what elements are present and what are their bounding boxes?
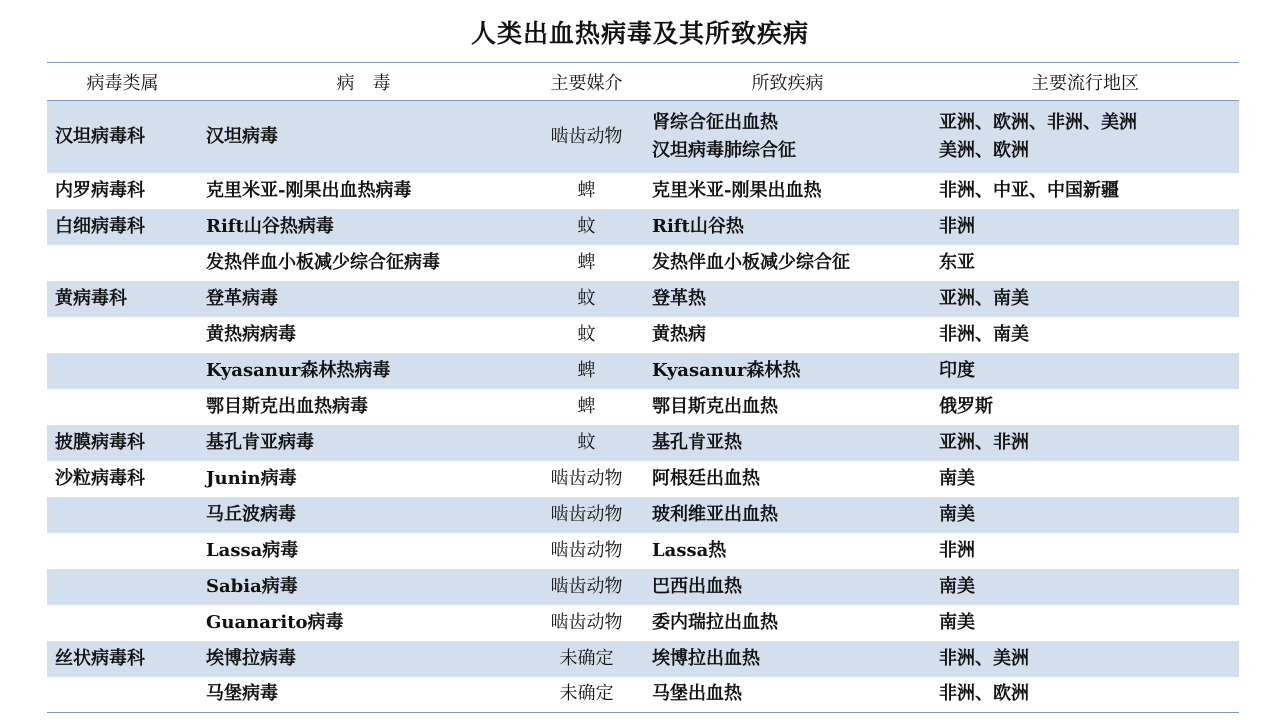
cell-line: 非洲 (939, 215, 975, 237)
virus-cell (198, 173, 529, 209)
family-cell (47, 281, 198, 317)
cell-line: 未确定 (559, 683, 614, 705)
table-row (47, 317, 1239, 353)
disease-cell (644, 569, 931, 605)
cell-line: 马丘波病毒 (206, 503, 296, 525)
disease-cell (644, 605, 931, 641)
family-cell (47, 173, 198, 209)
table-row (47, 641, 1239, 677)
hemorrhagic-fever-table (47, 62, 1239, 713)
cell-line: 啮齿动物 (550, 575, 623, 597)
cell-line: 玻利维亚出血热 (652, 503, 778, 525)
disease-cell (644, 245, 931, 281)
cell-line: 黄热病 (652, 323, 706, 345)
virus-cell (198, 317, 529, 353)
cell-line: Lassa病毒 (206, 539, 299, 561)
table-row (47, 533, 1239, 569)
cell-line: 未确定 (559, 647, 614, 669)
table-row (47, 497, 1239, 533)
cell-line: 蜱 (577, 179, 596, 201)
cell-line: 啮齿动物 (550, 125, 623, 147)
cell-line: Rift山谷热病毒 (206, 215, 334, 237)
cell-line: 啮齿动物 (550, 539, 623, 561)
cell-line: 亚洲、欧洲、非洲、美洲 (939, 111, 1137, 133)
cell-line: 南美 (939, 503, 975, 525)
cell-line: 基孔肯亚热 (652, 431, 742, 453)
cell-line: 鄂目斯克出血热病毒 (206, 395, 368, 417)
cell-line: 汉坦病毒 (206, 125, 278, 147)
vector-cell (529, 605, 644, 641)
vector-cell (529, 317, 644, 353)
table-row (47, 173, 1239, 209)
cell-line: Kyasanur森林热 (652, 359, 801, 381)
disease-cell (644, 101, 931, 173)
cell-line: 蜱 (577, 359, 596, 381)
virus-cell (198, 245, 529, 281)
cell-line: 蚊 (577, 323, 596, 345)
cell-line: Lassa热 (652, 539, 727, 561)
vector-cell (529, 497, 644, 533)
disease-cell (644, 641, 931, 677)
cell-line: 南美 (939, 575, 975, 597)
cell-line: 蚊 (577, 431, 596, 453)
cell-line: 非洲、欧洲 (939, 683, 1029, 705)
cell-line: 登革热 (652, 287, 706, 309)
cell-line: Rift山谷热 (652, 215, 744, 237)
region-cell (931, 497, 1239, 533)
cell-line: 肾综合征出血热 (652, 111, 778, 133)
disease-cell (644, 677, 931, 713)
region-cell (931, 317, 1239, 353)
cell-line: 东亚 (939, 251, 975, 273)
table-row (47, 605, 1239, 641)
cell-line: 克里米亚-刚果出血热 (652, 179, 822, 201)
cell-line: 埃博拉病毒 (206, 647, 296, 669)
virus-cell (198, 569, 529, 605)
disease-cell (644, 173, 931, 209)
disease-cell (644, 281, 931, 317)
table-row (47, 461, 1239, 497)
family-cell (47, 461, 198, 497)
cell-line: 俄罗斯 (939, 395, 993, 417)
cell-line: 蚊 (577, 287, 596, 309)
virus-cell (198, 425, 529, 461)
disease-cell (644, 461, 931, 497)
family-cell (47, 605, 198, 641)
cell-line: 白细病毒科 (55, 215, 145, 237)
cell-line: 啮齿动物 (550, 467, 623, 489)
vector-cell (529, 425, 644, 461)
table-header-row (47, 63, 1239, 101)
region-cell (931, 461, 1239, 497)
cell-line: 埃博拉出血热 (652, 647, 760, 669)
virus-cell (198, 461, 529, 497)
cell-line: 登革病毒 (206, 287, 278, 309)
cell-line: 委内瑞拉出血热 (652, 611, 778, 633)
cell-line: 非洲、中亚、中国新疆 (939, 179, 1119, 201)
family-cell (47, 569, 198, 605)
cell-line: 蜱 (577, 251, 596, 273)
family-cell (47, 317, 198, 353)
cell-line: Junin病毒 (206, 467, 297, 489)
cell-line: 南美 (939, 467, 975, 489)
virus-cell (198, 605, 529, 641)
cell-line: 克里米亚-刚果出血热病毒 (206, 179, 412, 201)
vector-cell (529, 281, 644, 317)
cell-line: 亚洲、南美 (939, 287, 1029, 309)
table-row (47, 281, 1239, 317)
vector-cell (529, 533, 644, 569)
vector-cell (529, 641, 644, 677)
region-cell (931, 173, 1239, 209)
cell-line: 黄热病病毒 (206, 323, 296, 345)
vector-cell (529, 209, 644, 245)
table-body (47, 101, 1239, 713)
table-row (47, 677, 1239, 713)
cell-line: 蜱 (577, 395, 596, 417)
cell-line: 发热伴血小板减少综合征病毒 (206, 251, 440, 273)
cell-line: 非洲 (939, 539, 975, 561)
virus-cell (198, 497, 529, 533)
region-cell (931, 425, 1239, 461)
cell-line: 沙粒病毒科 (55, 467, 145, 489)
disease-cell (644, 497, 931, 533)
cell-line: 披膜病毒科 (55, 431, 145, 453)
table-row (47, 245, 1239, 281)
column-header: 主要流行地区 (1031, 72, 1139, 94)
cell-line: 马堡病毒 (206, 683, 278, 705)
region-cell (931, 209, 1239, 245)
region-cell (931, 569, 1239, 605)
column-header: 病 毒 (336, 72, 391, 94)
disease-cell (644, 353, 931, 389)
family-cell (47, 641, 198, 677)
vector-cell (529, 173, 644, 209)
virus-cell (198, 101, 529, 173)
cell-line: 马堡出血热 (652, 683, 742, 705)
disease-cell (644, 317, 931, 353)
virus-cell (198, 533, 529, 569)
region-cell (931, 245, 1239, 281)
virus-cell (198, 677, 529, 713)
cell-line: 南美 (939, 611, 975, 633)
cell-line: 发热伴血小板减少综合征 (652, 251, 850, 273)
cell-line: 非洲、美洲 (939, 647, 1029, 669)
cell-line: 巴西出血热 (652, 575, 742, 597)
vector-cell (529, 353, 644, 389)
cell-line: 丝状病毒科 (55, 647, 145, 669)
cell-line: Guanarito病毒 (206, 611, 344, 633)
family-cell (47, 497, 198, 533)
region-cell (931, 353, 1239, 389)
table-row (47, 389, 1239, 425)
disease-cell (644, 533, 931, 569)
table-row (47, 569, 1239, 605)
cell-line: 啮齿动物 (550, 503, 623, 525)
cell-line: 内罗病毒科 (55, 179, 145, 201)
cell-line: 美洲、欧洲 (939, 139, 1029, 161)
region-cell (931, 389, 1239, 425)
table-row (47, 425, 1239, 461)
column-header: 所致疾病 (751, 72, 824, 94)
column-header: 病毒类属 (86, 72, 159, 94)
region-cell (931, 677, 1239, 713)
region-cell (931, 641, 1239, 677)
virus-cell (198, 389, 529, 425)
cell-line: 汉坦病毒肺综合征 (652, 139, 796, 161)
family-cell (47, 245, 198, 281)
cell-line: 基孔肯亚病毒 (206, 431, 314, 453)
cell-line: 黄病毒科 (55, 287, 127, 309)
region-cell (931, 101, 1239, 173)
virus-cell (198, 209, 529, 245)
disease-cell (644, 425, 931, 461)
virus-cell (198, 353, 529, 389)
virus-cell (198, 281, 529, 317)
region-cell (931, 281, 1239, 317)
family-cell (47, 533, 198, 569)
family-cell (47, 389, 198, 425)
column-header: 主要媒介 (550, 72, 623, 94)
family-cell (47, 353, 198, 389)
disease-cell (644, 389, 931, 425)
region-cell (931, 533, 1239, 569)
cell-line: Kyasanur森林热病毒 (206, 359, 391, 381)
vector-cell (529, 245, 644, 281)
region-cell (931, 605, 1239, 641)
family-cell (47, 101, 198, 173)
cell-line: 啮齿动物 (550, 611, 623, 633)
vector-cell (529, 461, 644, 497)
family-cell (47, 677, 198, 713)
virus-cell (198, 641, 529, 677)
cell-line: Sabia病毒 (206, 575, 298, 597)
disease-cell (644, 209, 931, 245)
cell-line: 汉坦病毒科 (55, 125, 145, 147)
cell-line: 亚洲、非洲 (939, 431, 1029, 453)
cell-line: 阿根廷出血热 (652, 467, 760, 489)
table-row (47, 353, 1239, 389)
table-row (47, 101, 1239, 173)
table-row (47, 209, 1239, 245)
cell-line: 蚊 (577, 215, 596, 237)
cell-line: 鄂目斯克出血热 (652, 395, 778, 417)
table-title: 人类出血热病毒及其所致疾病 (470, 19, 809, 48)
cell-line: 印度 (939, 359, 975, 381)
vector-cell (529, 677, 644, 713)
vector-cell (529, 569, 644, 605)
family-cell (47, 209, 198, 245)
family-cell (47, 425, 198, 461)
vector-cell (529, 101, 644, 173)
vector-cell (529, 389, 644, 425)
cell-line: 非洲、南美 (939, 323, 1029, 345)
